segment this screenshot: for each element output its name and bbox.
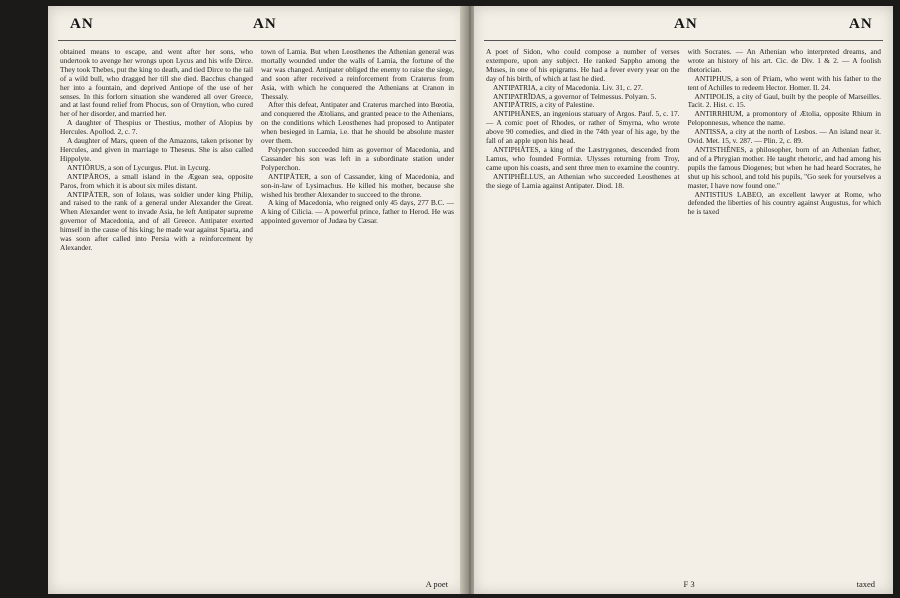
entry: obtained means to escape, and went after her sons, who undertook to avenge her wrongs upon Lycus and his wife Dirce. They took Thebes, put the king to death, and tied Dirce to the tail of a wild bull, who dragged her till she died. Bacchus changed her into a fountain, and deprived Antiope of the use of her senses. In this forlorn situation she wandered all over Greece, and at last found relief from Phocus, son of Ornytion, who cured her of her disorder, and married her.: [60, 48, 253, 119]
entry: ANTIPOLIS, a city of Gaul, built by the people of Marseilles. Tacit. 2. Hist. c. 15.: [687, 91, 881, 110]
left-head-rule: [58, 40, 456, 41]
entry: After this defeat, Antipater and Craterus marched into Bœotia, and conquered the Ætolians, and granted peace to the Athenians, on the conditions which Leosthenes had proposed to Antipater when besieged in Lamia, i.e. that he should be absolute master over them.: [261, 100, 454, 146]
right-head-outer: AN: [849, 16, 873, 32]
left-column-1: [60, 48, 253, 586]
left-head-center: AN: [253, 16, 277, 32]
entry: ANTIRRHIUM, a promontory of Ætolia, opposite Rhium in Peloponnesus, whence the name.: [687, 109, 881, 128]
entry: ANTIPHĂNES, an ingenious statuary of Argos. Pauf. 5, c. 17. — A comic poet of Rhodes, or rather of Smyrna, who wrote above 90 comedies, and died in the 74th year of his age, by the fall of an apple upon his head.: [486, 109, 680, 146]
entry: ANTISTIUS LABEO, an excellent lawyer at Rome, who defended the liberties of his country against Augustus, for which he is taxed: [687, 189, 881, 217]
left-column-2: [261, 48, 454, 586]
right-columns: [486, 48, 881, 586]
entry: A daughter of Mars, queen of the Amazons, taken prisoner by Hercules, and given in marriage to Theseus. She is also called Hippolyte.: [60, 136, 253, 163]
entry: ANTIPATRIA, a city of Macedonia. Liv. 31, c. 27.: [493, 82, 643, 92]
entry: ANTIPĂTER, a son of Cassander, king of Macedonia, and son-in-law of Lysimachus. He killed his mother, because she wished his brother Alexander to succeed to the throne.: [261, 171, 454, 199]
entry: ANTIPĂROS, a small island in the Ægean sea, opposite Paros, from which it is about six miles distant.: [60, 171, 253, 190]
right-catchword: taxed: [856, 579, 875, 589]
right-column-2: [688, 48, 882, 586]
entry: ANTISSA, a city at the north of Lesbos. — An island near it. Ovid. Met. 15, v. 287. — Plin. 2, c. 89.: [687, 127, 881, 146]
entry: with Socrates. — An Athenian who interpreted dreams, and wrote an history of his art. Cic. de Div. 1 & 2. — A foolish rhetorician.: [687, 48, 881, 74]
entry: ANTIPHĂTES, a king of the Læstrygones, descended from Lamus, who founded Formiæ. Ulysses returning from Troy, came upon his coasts, and sent three men to examine the country.: [486, 144, 680, 172]
entry: town of Lamia. But when Leosthenes the Athenian general was mortally wounded under the walls of Lamia, the fortune of the war was changed. Antipater obliged the enemy to raise the siege, and soon after received a reinforcement from Craterus from Asia, with which he conquered the Athenians at Cranon in Thessaly.: [261, 48, 454, 101]
entry: ANTIPĂTER, son of Iolaus, was soldier under king Philip, and raised to the rank of a general under Alexander the Great. When Alexander went to invade Asia, he left Antipater supreme governor of Macedonia, and of all Greece. Antipater exerted himself in the cause of his king; he made war against Sparta, and was soon after called into Persia with a reinforcement by Alexander.: [60, 189, 253, 252]
right-head-rule: [484, 40, 883, 41]
left-page: [48, 6, 466, 594]
right-column-1: [486, 48, 680, 586]
left-head-outer: AN: [70, 16, 94, 32]
right-page: [474, 6, 893, 594]
entry: A king of Macedonia, who reigned only 45 days, 277 B.C. — A king of Cilicia. — A powerful prince, father to Herod. He was appointed governor of Judæa by Cæsar.: [261, 198, 454, 226]
entry: ANTIPATRĪDAS, a governor of Telmessus. Polyæn. 5.: [493, 91, 657, 101]
left-running-head: [48, 16, 466, 36]
entry: ANTIPHUS, a son of Priam, who went with his father to the tent of Achilles to redeem Hector. Homer. Il. 24.: [687, 73, 881, 92]
entry: A poet of Sidon, who could compose a number of verses extempore, upon any subject. He ranked Sappho among the Muses, in one of his epigrams. He had a fever every year on the day of his birth, of which at last he died.: [486, 48, 680, 83]
entry: ANTIPĂTRIS, a city of Palestine.: [493, 100, 595, 110]
entry: ANTIŎRUS, a son of Lycurgus. Plut. in Lycurg.: [67, 162, 211, 172]
entry: ANTIPHĒLLUS, an Athenian who succeeded Leosthenes at the siege of Lamia against Antipater. Diod. 18.: [486, 171, 680, 190]
right-footer: [474, 579, 893, 591]
signature-mark: F 3: [683, 579, 695, 589]
left-footer: [48, 579, 466, 591]
open-book: [48, 6, 893, 594]
entry: ANTISTHĔNES, a philosopher, born of an Athenian father, and of a Phrygian mother. He taught rhetoric, and had among his pupils the famous Diogenes; but when he had heard Socrates, he shut up his school, and told his pupils, "Go seek for yourselves a master, I have now found one.": [687, 144, 881, 190]
left-catchword: A poet: [425, 579, 448, 589]
entry: A daughter of Thespius or Thestius, mother of Alopius by Hercules. Apollod. 2, c. 7.: [60, 118, 253, 137]
right-head-center: AN: [674, 16, 698, 32]
right-running-head: [474, 16, 893, 36]
entry: Polyperchon succeeded him as governor of Macedonia, and Cassander his son was left in a subordinate station under Polyperchon.: [261, 144, 454, 172]
left-columns: [60, 48, 454, 586]
